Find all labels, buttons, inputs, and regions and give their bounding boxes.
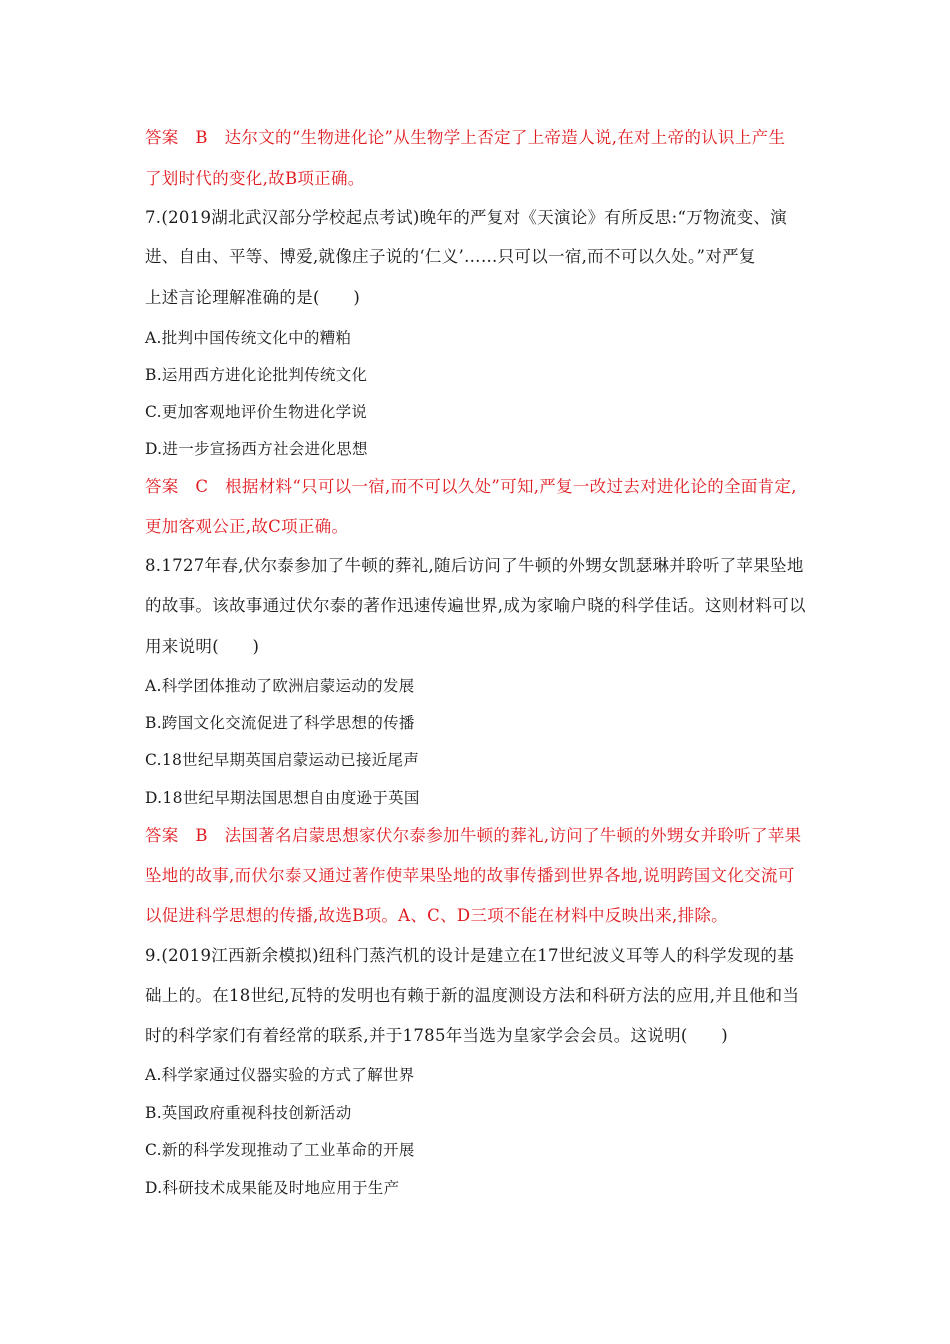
answer-q8-line-1: 答案 B 法国著名启蒙思想家伏尔泰参加牛顿的葬礼,访问了牛顿的外甥女并聆听了苹果 (145, 826, 802, 845)
question-9-stem-line-2: 础上的。在18世纪,瓦特的发明也有赖于新的温度测设方法和科研方法的应用,并且他和当 (145, 986, 800, 1005)
question-8-option-d: D.18世纪早期法国思想自由度逊于英国 (145, 789, 420, 807)
answer-q6-line-2: 了划时代的变化,故B项正确。 (145, 169, 365, 188)
question-7-stem-line-2: 进、自由、平等、博爱,就像庄子说的‘仁义’……只可以一宿,而不可以久处。”对严复 (145, 247, 756, 266)
question-8-stem-line-2: 的故事。该故事通过伏尔泰的著作迅速传遍世界,成为家喻户晓的科学佳话。这则材料可以 (145, 596, 806, 615)
question-8-option-a: A.科学团体推动了欧洲启蒙运动的发展 (145, 677, 415, 695)
answer-q8-line-2: 坠地的故事,而伏尔泰又通过著作使苹果坠地的故事传播到世界各地,说明跨国文化交流可 (145, 866, 795, 885)
question-9-option-a: A.科学家通过仪器实验的方式了解世界 (145, 1066, 415, 1084)
question-8-stem-line-1: 8.1727年春,伏尔泰参加了牛顿的葬礼,随后访问了牛顿的外甥女凯瑟琳并聆听了苹果坠地 (145, 556, 804, 575)
question-7-option-c: C.更加客观地评价生物进化学说 (145, 403, 368, 421)
question-7-option-d: D.进一步宣扬西方社会进化思想 (145, 440, 368, 458)
answer-q7-line-2: 更加客观公正,故C项正确。 (145, 517, 349, 536)
question-9-stem-line-3: 时的科学家们有着经常的联系,并于1785年当选为皇家学会会员。这说明( ) (145, 1026, 729, 1045)
answer-q6-line-1: 答案 B 达尔文的“生物进化论”从生物学上否定了上帝造人说,在对上帝的认识上产生 (145, 128, 786, 147)
question-7-option-b: B.运用西方进化论批判传统文化 (145, 366, 368, 384)
question-7-stem-line-1: 7.(2019湖北武汉部分学校起点考试)晚年的严复对《天演论》有所反思:“万物流变、演 (145, 208, 788, 227)
answer-q8-line-3: 以促进科学思想的传播,故选B项。A、C、D三项不能在材料中反映出来,排除。 (145, 906, 728, 925)
question-8-stem-line-3: 用来说明( ) (145, 637, 260, 656)
question-8-option-c: C.18世纪早期英国启蒙运动已接近尾声 (145, 751, 420, 769)
question-7-option-a: A.批判中国传统文化中的糟粕 (145, 329, 352, 347)
question-9-option-d: D.科研技术成果能及时地应用于生产 (145, 1179, 400, 1197)
question-9-option-b: B.英国政府重视科技创新活动 (145, 1104, 352, 1122)
question-7-stem-line-3: 上述言论理解准确的是( ) (145, 288, 361, 307)
answer-q7-line-1: 答案 C 根据材料“只可以一宿,而不可以久处”可知,严复一改过去对进化论的全面肯定, (145, 477, 797, 496)
question-8-option-b: B.跨国文化交流促进了科学思想的传播 (145, 714, 415, 732)
question-9-option-c: C.新的科学发现推动了工业革命的开展 (145, 1141, 415, 1159)
question-9-stem-line-1: 9.(2019江西新余模拟)纽科门蒸汽机的设计是建立在17世纪波义耳等人的科学发现的基 (145, 946, 795, 965)
